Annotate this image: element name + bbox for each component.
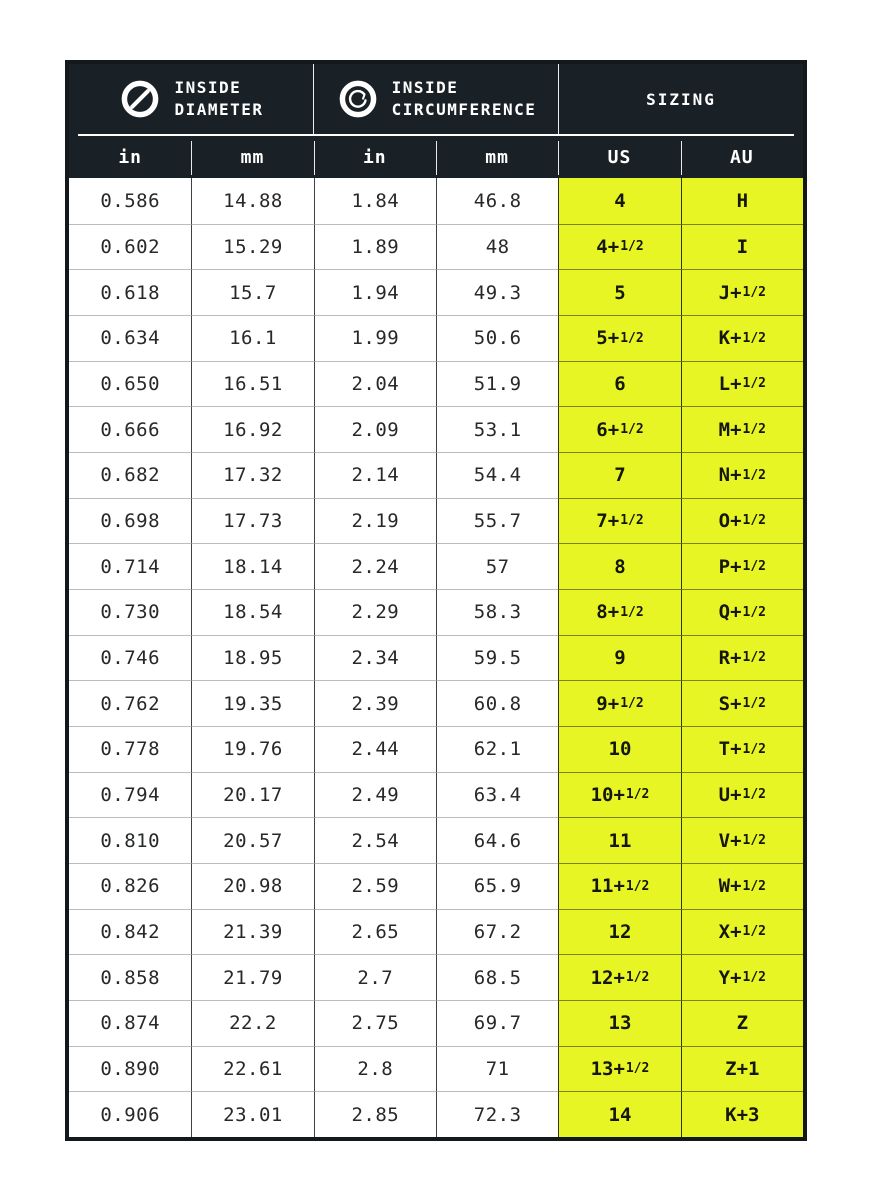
table-cell: 19.76 <box>191 726 313 772</box>
size-fraction: 1/2 <box>742 513 767 529</box>
size-fraction: 1/2 <box>620 239 644 255</box>
size-fraction: 1/2 <box>625 1061 650 1077</box>
column-header-row <box>69 136 803 178</box>
table-cell: 2.7 <box>314 954 436 1000</box>
table-cell: 60.8 <box>436 680 558 726</box>
table-cell <box>681 817 803 863</box>
size-fraction: 1/2 <box>625 787 650 803</box>
table-cell: 0.714 <box>69 543 191 589</box>
table-cell <box>681 543 803 589</box>
table-cell: 51.9 <box>436 361 558 407</box>
table-cell: 0.842 <box>69 909 191 955</box>
table-cell <box>558 224 680 270</box>
table-cell: I <box>681 224 803 270</box>
table-cell: 2.14 <box>314 452 436 498</box>
size-fraction: 1/2 <box>742 924 767 940</box>
header-label-line: CIRCUMFERENCE <box>391 100 537 119</box>
table-cell: 67.2 <box>436 909 558 955</box>
size-fraction: 1/2 <box>742 376 767 392</box>
table-cell: 2.04 <box>314 361 436 407</box>
table-cell: 18.14 <box>191 543 313 589</box>
size-value: 4+ <box>596 235 620 258</box>
table-cell <box>558 1046 680 1092</box>
table-cell: 5 <box>558 269 680 315</box>
table-cell: 0.634 <box>69 315 191 361</box>
table-cell: 1.94 <box>314 269 436 315</box>
size-fraction: 1/2 <box>742 970 767 986</box>
table-cell: 48 <box>436 224 558 270</box>
table-cell <box>681 589 803 635</box>
table-cell <box>681 361 803 407</box>
table-cell <box>558 680 680 726</box>
size-fraction: 1/2 <box>742 285 767 301</box>
table-cell: 0.730 <box>69 589 191 635</box>
size-value: J+ <box>718 281 742 304</box>
table-cell: 18.54 <box>191 589 313 635</box>
size-value: Y+ <box>718 966 742 989</box>
size-fraction: 1/2 <box>742 650 767 666</box>
size-fraction: 1/2 <box>625 878 650 894</box>
header-group-label <box>174 77 263 122</box>
size-value: V+ <box>718 829 742 852</box>
table-cell: 0.826 <box>69 863 191 909</box>
table-cell: 0.682 <box>69 452 191 498</box>
table-cell <box>681 909 803 955</box>
size-fraction: 1/2 <box>742 878 767 894</box>
size-fraction: 1/2 <box>742 330 767 346</box>
table-cell: 72.3 <box>436 1091 558 1137</box>
header-group-sizing <box>558 64 803 134</box>
size-value: U+ <box>718 783 742 806</box>
size-value: M+ <box>718 418 742 441</box>
table-cell: 6 <box>558 361 680 407</box>
table-cell: 16.1 <box>191 315 313 361</box>
size-fraction: 1/2 <box>742 741 767 757</box>
table-cell: 2.09 <box>314 406 436 452</box>
size-fraction: 1/2 <box>620 696 644 712</box>
table-cell: 2.65 <box>314 909 436 955</box>
table-cell: 12 <box>558 909 680 955</box>
table-cell: 8 <box>558 543 680 589</box>
size-value: 7+ <box>596 509 620 532</box>
table-cell: 2.24 <box>314 543 436 589</box>
table-cell: 20.17 <box>191 772 313 818</box>
header-group-inside-diameter <box>69 64 313 134</box>
header-label-line: INSIDE <box>174 77 242 97</box>
size-value: 12+ <box>590 966 625 989</box>
table-cell: 2.59 <box>314 863 436 909</box>
table-header <box>69 64 803 178</box>
table-cell: 2.85 <box>314 1091 436 1137</box>
table-cell <box>558 406 680 452</box>
table-cell: 68.5 <box>436 954 558 1000</box>
table-cell: 71 <box>436 1046 558 1092</box>
table-cell: 59.5 <box>436 635 558 681</box>
table-cell: 22.61 <box>191 1046 313 1092</box>
table-cell: 57 <box>436 543 558 589</box>
table-cell: 11 <box>558 817 680 863</box>
header-label-line: INSIDE <box>391 77 459 97</box>
table-cell: 0.858 <box>69 954 191 1000</box>
table-cell <box>558 772 680 818</box>
size-value: 9+ <box>596 692 620 715</box>
table-cell: 2.34 <box>314 635 436 681</box>
column-header-us: US <box>558 136 680 178</box>
size-fraction: 1/2 <box>620 513 644 529</box>
size-value: K+ <box>718 327 742 350</box>
table-cell: 65.9 <box>436 863 558 909</box>
table-cell: 1.84 <box>314 178 436 224</box>
size-value: O+ <box>718 509 742 532</box>
table-cell <box>558 498 680 544</box>
column-header-au: AU <box>681 136 803 178</box>
size-fraction: 1/2 <box>620 422 644 438</box>
table-cell <box>558 863 680 909</box>
table-cell <box>681 863 803 909</box>
size-value: 10+ <box>590 783 625 806</box>
table-cell: 58.3 <box>436 589 558 635</box>
table-cell: 16.51 <box>191 361 313 407</box>
table-cell: 0.650 <box>69 361 191 407</box>
table-cell: 1.99 <box>314 315 436 361</box>
table-cell: 23.01 <box>191 1091 313 1137</box>
size-fraction: 1/2 <box>742 559 767 575</box>
table-cell: 2.39 <box>314 680 436 726</box>
table-cell <box>681 772 803 818</box>
table-cell: 2.49 <box>314 772 436 818</box>
table-cell <box>558 589 680 635</box>
table-cell: 69.7 <box>436 1000 558 1046</box>
table-cell: 15.7 <box>191 269 313 315</box>
table-cell: K+3 <box>681 1091 803 1137</box>
table-cell <box>558 954 680 1000</box>
table-cell: 0.906 <box>69 1091 191 1137</box>
diameter-icon <box>118 77 162 121</box>
size-value: 8+ <box>596 601 620 624</box>
header-group-label <box>392 77 537 122</box>
size-fraction: 1/2 <box>742 833 767 849</box>
table-cell <box>681 452 803 498</box>
table-cell: 0.810 <box>69 817 191 863</box>
header-group-row <box>69 64 803 134</box>
size-value: N+ <box>718 464 742 487</box>
table-cell: 0.746 <box>69 635 191 681</box>
ring-size-chart <box>65 60 807 1141</box>
table-cell: 14 <box>558 1091 680 1137</box>
column-header-circumference-in: in <box>314 136 436 178</box>
size-fraction: 1/2 <box>742 696 767 712</box>
size-value: 13+ <box>590 1057 625 1080</box>
size-fraction: 1/2 <box>620 604 644 620</box>
table-cell <box>681 726 803 772</box>
table-cell <box>681 635 803 681</box>
table-cell: 64.6 <box>436 817 558 863</box>
table-cell: 0.890 <box>69 1046 191 1092</box>
table-cell: 2.44 <box>314 726 436 772</box>
table-cell: 16.92 <box>191 406 313 452</box>
table-cell: 4 <box>558 178 680 224</box>
size-value: 11+ <box>590 875 625 898</box>
size-fraction: 1/2 <box>625 970 650 986</box>
table-cell: 13 <box>558 1000 680 1046</box>
table-cell: 0.762 <box>69 680 191 726</box>
table-cell: Z <box>681 1000 803 1046</box>
table-cell: 20.98 <box>191 863 313 909</box>
circumference-icon <box>336 77 380 121</box>
table-cell: 2.19 <box>314 498 436 544</box>
table-body <box>69 178 803 1137</box>
size-value: 5+ <box>596 327 620 350</box>
size-value: Q+ <box>718 601 742 624</box>
header-group-inside-circumference <box>313 64 558 134</box>
table-cell: 9 <box>558 635 680 681</box>
size-value: X+ <box>718 920 742 943</box>
size-value: L+ <box>718 372 742 395</box>
table-cell: 17.73 <box>191 498 313 544</box>
table-cell: 0.874 <box>69 1000 191 1046</box>
table-cell <box>681 954 803 1000</box>
column-header-diameter-in: in <box>118 146 142 168</box>
table-cell: 2.8 <box>314 1046 436 1092</box>
size-value: W+ <box>718 875 742 898</box>
table-cell: 54.4 <box>436 452 558 498</box>
table-cell: 0.666 <box>69 406 191 452</box>
size-fraction: 1/2 <box>742 422 767 438</box>
table-cell: 7 <box>558 452 680 498</box>
table-cell <box>681 406 803 452</box>
table-cell <box>681 269 803 315</box>
table-cell: 53.1 <box>436 406 558 452</box>
table-cell: 0.794 <box>69 772 191 818</box>
size-value: S+ <box>718 692 742 715</box>
table-cell <box>681 315 803 361</box>
table-cell: 63.4 <box>436 772 558 818</box>
size-value: T+ <box>718 738 742 761</box>
table-cell: 17.32 <box>191 452 313 498</box>
table-cell: 2.75 <box>314 1000 436 1046</box>
table-cell: 15.29 <box>191 224 313 270</box>
table-cell: 19.35 <box>191 680 313 726</box>
size-fraction: 1/2 <box>742 604 767 620</box>
column-header-circumference-mm: mm <box>436 136 558 178</box>
table-cell: 22.2 <box>191 1000 313 1046</box>
size-value: R+ <box>718 646 742 669</box>
table-cell: 21.39 <box>191 909 313 955</box>
table-cell: 49.3 <box>436 269 558 315</box>
header-group-label: SIZING <box>646 89 716 109</box>
table-cell: 2.29 <box>314 589 436 635</box>
column-header-diameter-mm: mm <box>191 136 313 178</box>
size-fraction: 1/2 <box>620 330 644 346</box>
table-cell: 62.1 <box>436 726 558 772</box>
table-cell: 0.778 <box>69 726 191 772</box>
size-value: 6+ <box>596 418 620 441</box>
table-cell: 21.79 <box>191 954 313 1000</box>
table-cell <box>681 498 803 544</box>
table-cell: 0.602 <box>69 224 191 270</box>
table-cell: 2.54 <box>314 817 436 863</box>
table-cell: 50.6 <box>436 315 558 361</box>
table-cell: Z+1 <box>681 1046 803 1092</box>
table-cell <box>558 315 680 361</box>
table-cell: 1.89 <box>314 224 436 270</box>
table-cell <box>681 680 803 726</box>
table-cell: 0.698 <box>69 498 191 544</box>
table-cell: 20.57 <box>191 817 313 863</box>
table-cell: 0.618 <box>69 269 191 315</box>
size-fraction: 1/2 <box>742 787 767 803</box>
table-cell: 55.7 <box>436 498 558 544</box>
size-value: P+ <box>718 555 742 578</box>
table-cell: H <box>681 178 803 224</box>
header-label-line: DIAMETER <box>174 100 264 119</box>
table-cell: 14.88 <box>191 178 313 224</box>
table-cell: 0.586 <box>69 178 191 224</box>
size-fraction: 1/2 <box>742 467 767 483</box>
table-cell: 46.8 <box>436 178 558 224</box>
table-cell: 10 <box>558 726 680 772</box>
table-cell: 18.95 <box>191 635 313 681</box>
